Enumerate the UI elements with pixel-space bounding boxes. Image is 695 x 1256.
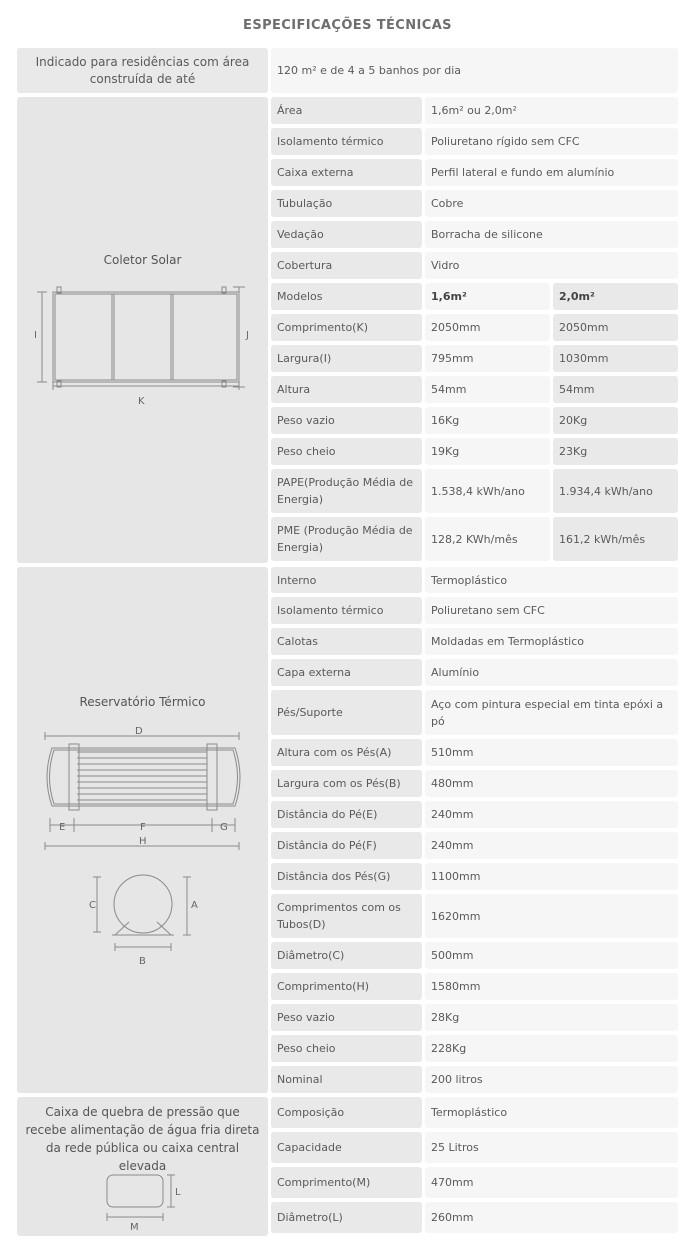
reservatorio-row-label-text: Comprimento(H) (277, 980, 370, 993)
coletor-row-value (425, 159, 678, 186)
reservatorio-row-label-text: Capa externa (277, 666, 351, 679)
coletor-row-value (425, 221, 678, 248)
coletor-row-label (271, 252, 422, 279)
reservatorio-row-label-text: Peso cheio (277, 1042, 336, 1055)
coletor-row-value-text: Cobre (431, 197, 464, 210)
model-row-value-2-text: 2050mm (559, 321, 609, 334)
reservatorio-panel (17, 567, 268, 1093)
reservatorio-row-value (425, 832, 678, 859)
coletor-row-label (271, 128, 422, 155)
model-row-value-2 (553, 469, 678, 513)
reservatorio-row-label-text: Distância dos Pés(G) (277, 870, 391, 883)
reservatorio-row-label (271, 739, 422, 766)
intro-value: 120 m² e de 4 a 5 banhos por dia (277, 64, 461, 77)
reservatorio-row-value-text: 1580mm (431, 980, 481, 993)
caixa-row-value (425, 1202, 678, 1233)
model-row-label-text: Largura(I) (277, 352, 332, 365)
model-row-value-1 (425, 469, 550, 513)
models-header-label-text: Modelos (277, 290, 323, 303)
coletor-dim-j: J (246, 330, 249, 341)
model-row-value-1 (425, 517, 550, 561)
model-row-label (271, 376, 422, 403)
caixa-row-value-text: 470mm (431, 1176, 474, 1189)
model-row-value-2-text: 1.934,4 kWh/ano (559, 484, 653, 498)
reservatorio-label: Reservatório Térmico (79, 695, 206, 709)
reservatorio-row-label (271, 659, 422, 686)
caixa-row-value-text: Termoplástico (431, 1106, 508, 1119)
reservatorio-row-label (271, 567, 422, 593)
model-row-label-text: Comprimento(K) (277, 321, 368, 334)
caixa-panel (17, 1097, 268, 1236)
coletor-row-value (425, 128, 678, 155)
coletor-diagram (17, 282, 268, 422)
reservatorio-row-value (425, 628, 678, 655)
reservatorio-row-value-text: Alumínio (431, 666, 480, 679)
model-row-value-2 (553, 438, 678, 465)
model-row-value-2-text: 161,2 kWh/mês (559, 532, 646, 546)
reservatorio-row-label-text: Pés/Suporte (277, 706, 343, 719)
reservatorio-row-value-text: 240mm (431, 808, 474, 821)
model-row-value-1 (425, 314, 550, 341)
reservatorio-dim-a: A (191, 900, 198, 911)
intro-value-cell (271, 48, 678, 93)
reservatorio-row-label (271, 1035, 422, 1062)
model-row-value-2-text: 20Kg (559, 414, 588, 427)
reservatorio-row-label (271, 597, 422, 624)
reservatorio-row-value (425, 739, 678, 766)
model-row-label (271, 314, 422, 341)
reservatorio-row-label (271, 973, 422, 1000)
reservatorio-dim-g: G (220, 822, 228, 833)
reservatorio-row-value (425, 1035, 678, 1062)
reservatorio-row-label-text: Comprimentos com os Tubos(D) (277, 901, 401, 931)
reservatorio-row-value-text: Termoplástico (431, 573, 508, 587)
reservatorio-dim-h: H (139, 836, 147, 847)
coletor-row-label-text: Caixa externa (277, 166, 354, 179)
caixa-row-label-text: Diâmetro(L) (277, 1211, 343, 1224)
coletor-row-label (271, 97, 422, 124)
model-row-value-1-text: 19Kg (431, 445, 460, 458)
reservatorio-row-value-text: Aço com pintura especial em tinta epóxi a pó (431, 697, 664, 728)
reservatorio-row-value-text: Moldadas em Termoplástico (431, 635, 584, 648)
caixa-row-label (271, 1202, 422, 1233)
reservatorio-row-label (271, 832, 422, 859)
coletor-row-label-text: Cobertura (277, 259, 333, 272)
reservatorio-row-label-text: Altura com os Pés(A) (277, 746, 392, 759)
caixa-row-label-text: Composição (277, 1106, 345, 1119)
reservatorio-row-label (271, 1066, 422, 1093)
model-row-value-1 (425, 438, 550, 465)
model-row-value-1 (425, 407, 550, 434)
coletor-row-value-text: Perfil lateral e fundo em alumínio (431, 166, 615, 179)
caixa-dim-l: L (175, 1187, 181, 1198)
coletor-row-value (425, 252, 678, 279)
caixa-row-label-text: Capacidade (277, 1141, 342, 1154)
coletor-row-label-text: Tubulação (277, 197, 333, 210)
reservatorio-row-value-text: 1100mm (431, 870, 481, 883)
reservatorio-row-value (425, 659, 678, 686)
reservatorio-row-label-text: Isolamento térmico (277, 604, 384, 617)
coletor-row-label (271, 190, 422, 217)
intro-label: Indicado para residências com área construída de até (35, 54, 250, 86)
coletor-row-label-text: Área (277, 104, 303, 117)
reservatorio-row-label (271, 801, 422, 828)
model-row-label-text: PME (Produção Média de Energia) (277, 524, 413, 554)
coletor-row-label-text: Vedação (277, 228, 324, 241)
caixa-row-value (425, 1167, 678, 1198)
reservatorio-row-value (425, 770, 678, 797)
caixa-row-label (271, 1132, 422, 1163)
model-row-label (271, 407, 422, 434)
models-header-label (271, 283, 422, 310)
model-row-value-2 (553, 517, 678, 561)
model-row-label (271, 517, 422, 561)
reservatorio-dim-c: C (89, 900, 96, 911)
reservatorio-row-value-text: 500mm (431, 949, 474, 962)
caixa-diagram (17, 1167, 268, 1237)
coletor-row-value-text: Vidro (431, 259, 460, 272)
model-row-label-text: Peso vazio (277, 414, 335, 427)
reservatorio-row-label-text: Diâmetro(C) (277, 949, 345, 962)
reservatorio-row-value (425, 801, 678, 828)
reservatorio-row-value-text: 228Kg (431, 1042, 467, 1055)
reservatorio-row-value (425, 942, 678, 969)
model-row-label-text: Altura (277, 383, 311, 396)
caixa-row-label-text: Comprimento(M) (277, 1176, 371, 1189)
caixa-row-label (271, 1097, 422, 1128)
reservatorio-dim-e: E (59, 822, 66, 833)
reservatorio-row-label (271, 942, 422, 969)
model-row-value-2 (553, 407, 678, 434)
coletor-row-label-text: Isolamento térmico (277, 135, 384, 148)
models-header-1-text: 1,6m² (431, 290, 467, 303)
model-row-value-2 (553, 345, 678, 372)
model-row-value-1-text: 1.538,4 kWh/ano (431, 484, 525, 498)
reservatorio-row-label (271, 863, 422, 890)
model-row-value-1-text: 16Kg (431, 414, 460, 427)
model-row-value-2-text: 54mm (559, 383, 595, 396)
models-header-2 (553, 283, 678, 310)
coletor-panel (17, 97, 268, 563)
reservatorio-row-label-text: Largura com os Pés(B) (277, 777, 401, 790)
page-title: ESPECIFICAÇÕES TÉCNICAS (243, 18, 452, 33)
caixa-row-value (425, 1097, 678, 1128)
reservatorio-row-value (425, 1066, 678, 1093)
model-row-value-2 (553, 314, 678, 341)
reservatorio-row-value (425, 567, 678, 593)
intro-label-cell (17, 48, 268, 93)
model-row-value-2 (553, 376, 678, 403)
reservatorio-dim-f: F (140, 822, 146, 833)
reservatorio-row-label-text: Distância do Pé(E) (277, 808, 378, 821)
model-row-label-text: PAPE(Produção Média de Energia) (277, 476, 414, 506)
model-row-value-1-text: 54mm (431, 383, 467, 396)
reservatorio-row-label (271, 770, 422, 797)
model-row-label (271, 438, 422, 465)
reservatorio-diagram (17, 722, 268, 972)
reservatorio-row-label-text: Interno (277, 573, 317, 587)
reservatorio-row-value-text: Poliuretano sem CFC (431, 604, 545, 617)
model-row-value-1-text: 2050mm (431, 321, 481, 334)
reservatorio-row-label-text: Distância do Pé(F) (277, 839, 377, 852)
reservatorio-row-label (271, 628, 422, 655)
reservatorio-row-label (271, 690, 422, 735)
models-header-2-text: 2,0m² (559, 290, 595, 303)
coletor-dim-k: K (138, 396, 145, 407)
reservatorio-row-value (425, 973, 678, 1000)
coletor-row-value-text: 1,6m² ou 2,0m² (431, 104, 517, 117)
reservatorio-row-value-text: 240mm (431, 839, 474, 852)
reservatorio-row-value (425, 894, 678, 938)
coletor-row-value-text: Poliuretano rígido sem CFC (431, 135, 580, 148)
reservatorio-row-value (425, 690, 678, 735)
reservatorio-row-label (271, 894, 422, 938)
model-row-label-text: Peso cheio (277, 445, 336, 458)
caixa-dim-m: M (130, 1222, 139, 1233)
coletor-dim-i: I (34, 330, 37, 341)
model-row-value-1-text: 795mm (431, 352, 474, 365)
coletor-row-label (271, 221, 422, 248)
reservatorio-row-label-text: Peso vazio (277, 1011, 335, 1024)
reservatorio-dim-d: D (135, 726, 143, 737)
reservatorio-row-value-text: 510mm (431, 746, 474, 759)
coletor-label: Coletor Solar (103, 253, 182, 267)
reservatorio-row-value-text: 1620mm (431, 909, 481, 923)
caixa-row-label (271, 1167, 422, 1198)
reservatorio-row-value-text: 28Kg (431, 1011, 460, 1024)
caixa-label: Caixa de quebra de pressão que recebe alimentação de água fria direta da rede pública ou caixa central elevada (25, 1105, 260, 1173)
model-row-label (271, 469, 422, 513)
reservatorio-row-value (425, 597, 678, 624)
caixa-row-value-text: 260mm (431, 1211, 474, 1224)
caixa-row-value (425, 1132, 678, 1163)
models-header-1 (425, 283, 550, 310)
model-row-label (271, 345, 422, 372)
reservatorio-row-label (271, 1004, 422, 1031)
model-row-value-2-text: 23Kg (559, 445, 588, 458)
reservatorio-row-value-text: 480mm (431, 777, 474, 790)
reservatorio-dim-b: B (139, 956, 146, 967)
caixa-row-value-text: 25 Litros (431, 1141, 479, 1154)
model-row-value-1-text: 128,2 KWh/mês (431, 532, 518, 546)
model-row-value-2-text: 1030mm (559, 352, 609, 365)
reservatorio-row-label-text: Nominal (277, 1073, 323, 1086)
model-row-value-1 (425, 345, 550, 372)
coletor-row-value-text: Borracha de silicone (431, 228, 543, 241)
reservatorio-row-value-text: 200 litros (431, 1073, 483, 1086)
model-row-value-1 (425, 376, 550, 403)
reservatorio-row-value (425, 1004, 678, 1031)
coletor-row-label (271, 159, 422, 186)
coletor-row-value (425, 97, 678, 124)
reservatorio-row-label-text: Calotas (277, 635, 318, 648)
coletor-row-value (425, 190, 678, 217)
reservatorio-row-value (425, 863, 678, 890)
